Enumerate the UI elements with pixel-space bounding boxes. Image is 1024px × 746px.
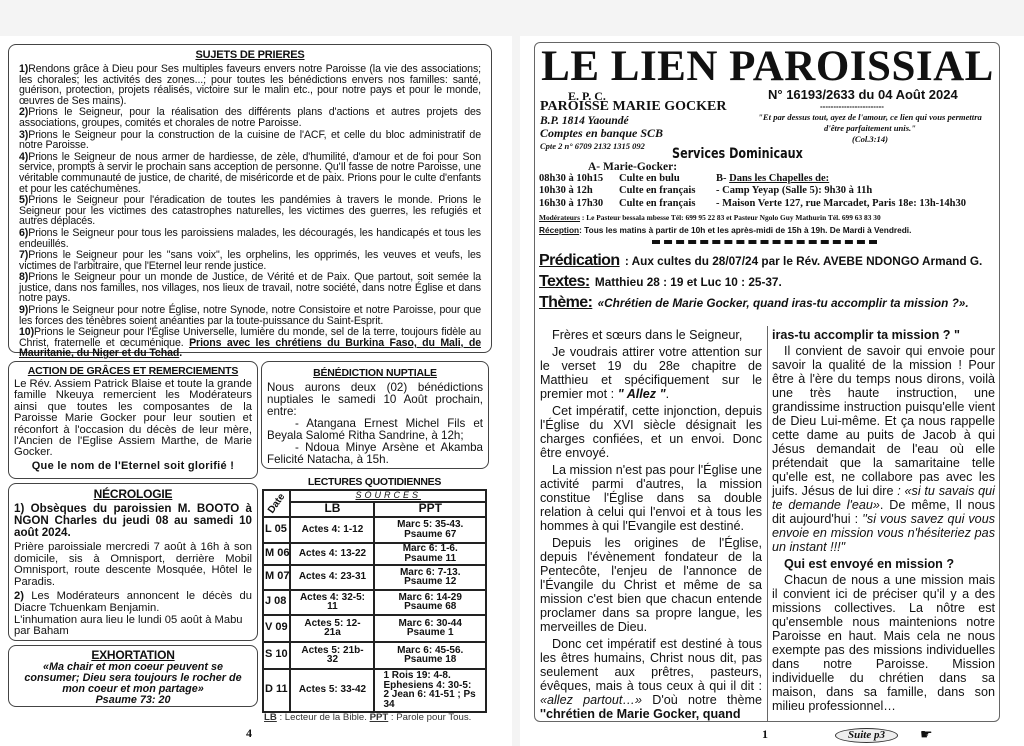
thanksgiving-box — [8, 361, 258, 479]
reading-row — [263, 543, 486, 565]
reading-row — [263, 517, 486, 543]
sermon-p5-mid: D'où notre thème — [641, 693, 762, 707]
reading-date: J 08 — [263, 590, 290, 615]
continued-text: Suite p3 — [848, 729, 885, 741]
sermon-col2-p1-text: Il convient de savoir qui envoie pour savoir la qualité de la mission ! Pour être à l'ère du temps nous dirons, voilà une très haute instruction, une grandissime instruction puisqu'elle vient de Dieu Lui-même. Et ça nous rappelle cette dame au puits de Jacob à qui Jésus demandait de l'eau où elle prétendait que la samaritaine telle qu'elle est, ne collabore pas avec les juifs. Jésus de lui dire — [772, 344, 995, 498]
service-time: 16h30 à 17h30 — [539, 197, 604, 209]
prayer-number: 9) — [19, 304, 29, 317]
service-a-row — [539, 198, 695, 210]
moderators-text: : Le Pasteur bessala mbesse Tél: 699 95 22 83 et Pasteur Ngolo Guy Mathurin Tél. 699 63 83 30 — [580, 213, 881, 222]
prayer-item — [19, 130, 481, 151]
epigraph: "Et par dessus tout, ayez de l'amour, ce lien qui vous permettra d'être parfaitement unis." — [758, 112, 982, 133]
prayer-number: 7) — [19, 249, 29, 262]
predication-text: : Aux cultes du 28/07/24 par le Rév. AVEBE NDONGO Armand G. — [621, 254, 983, 268]
exhortation-quote: «Ma chair et mon coeur peuvent se consumer; Dieu sera toujours le rocher de mon coeur et mon partage» — [24, 661, 242, 695]
legend-lb: LB — [264, 712, 277, 723]
column-divider — [767, 326, 768, 722]
reading-row — [263, 669, 486, 712]
epigraph-block — [750, 112, 990, 145]
prayer-text: Prions le Seigneur, pour la réalisation des différents plans d'actions et autres projets des associations, groupes, comités et chorales de notre Paroisse. — [19, 106, 481, 129]
parish-name: PAROISSE MARIE GOCKER — [540, 99, 727, 114]
obituary-item-2-burial: L'inhumation aura lieu le lundi 05 août à Mabu par Baham — [14, 613, 243, 638]
continued-link[interactable] — [835, 728, 898, 743]
sermon-p3: La mission n'est pas pour l'Église une activité parmi d'autres, la mission constitue l'Église dans sa double relation à celui qui l'envoi et à tous les hommes à qui l'Evangile est destiné. — [540, 463, 762, 533]
reading-lb: Actes 5: 12-21a — [290, 615, 374, 642]
services-title — [672, 145, 836, 163]
sermon-p5-text: Donc cet impératif est destiné à tous les êtres humains, Christ nous dit, pas seulement aux prêtres, pasteurs, évêques, mais à tous ceux à qui il dit : — [540, 637, 762, 693]
epc: E. P. C. — [568, 89, 606, 103]
sermon-col2-p1-mid: . De même, Il nous dit aujourd'hui : — [772, 498, 995, 526]
reading-date: L 05 — [263, 517, 290, 543]
issue-dashes: ------------------------ — [820, 102, 884, 111]
texts-line — [539, 273, 995, 291]
prayer-item — [19, 272, 481, 304]
issue-number: N° 16193/2633 du 04 Août 2024 — [768, 87, 958, 102]
prayer-item — [19, 152, 481, 194]
wedding-box — [261, 361, 489, 469]
wedding-intro: Nous aurons deux (02) bénédictions nuptiales le samedi 10 Août prochain, entre: — [267, 381, 483, 418]
prayer-item — [19, 107, 481, 128]
reading-lb: Actes 4: 1-12 — [290, 517, 374, 543]
prayer-item — [19, 64, 481, 106]
service-label: Culte en français — [619, 197, 696, 209]
thanksgiving-text: Le Rév. Assiem Patrick Blaise et toute la grande famille Nkeuya remercient les Modérateurs ainsi que toutes les composantes de la Paroisse Marie Gocker pour leur soutien et réconfort à l'occasion du décès de leur mère, l'Ancien de l'Eglise Assiem Marthe, de Marie Gocker. — [14, 378, 252, 459]
prayer-text: Prions le Seigneur pour la construction de la cuisine de l'ACF, et celle du bloc administratif de notre Paroisse. — [19, 128, 481, 152]
readings-legend — [264, 712, 471, 723]
service-a-rows — [539, 173, 695, 210]
sermon-p4: Depuis les origines de l'Église, depuis l'évènement fondateur de la Pentecôte, l'enjeu de l'annonce de l'Évangile du Christ et même de sa mission c'est bien que chacun entende proclamer dans sa propre langue, les merveilles de Dieu. — [540, 536, 762, 634]
prayer-number: 6) — [19, 226, 29, 239]
prayer-text: Prions le Seigneur pour l'éradication de toutes les pandémies à travers le monde. Prions le Seigneur pour les victimes des catastrophes naturelles, les victimes des guerres, les refugiés et autres déplacés. — [19, 194, 481, 228]
prayer-number: 1) — [19, 63, 29, 75]
prayer-number: 5) — [19, 194, 29, 207]
sermon-col2-p1 — [772, 344, 995, 554]
prayer-item — [19, 305, 481, 326]
sermon-column-2 — [772, 328, 995, 716]
legend-ppt: PPT — [369, 712, 389, 723]
prayer-item — [19, 327, 481, 359]
sermon-col2-p2: Chacun de nous a une mission mais il convient ici de préciser qu'il y a des missions collectives. La nôtre est qu'ensemble nous maintenions notre Paroisse en haut. Mais cela ne nous exempte pas des missions individuelles dans notre Paroisse. Mission individuelle du chrétien dans sa maison, dans sa famille, dans son milieu professionnel… — [772, 573, 995, 713]
obituary-item-2-text: Les Modérateurs annoncent le décès du Diacre Tchuenkam Benjamin. — [14, 590, 252, 614]
reading-date: M 07 — [263, 565, 290, 590]
account-number: Cpte 2 n° 6709 2132 1315 092 — [540, 141, 645, 151]
wedding-couple-1: - Atangana Ernest Michel Fils et Beyala Salomé Ritha Sandrine, à 12h; — [267, 417, 483, 442]
reading-row — [263, 590, 486, 615]
dashed-separator — [652, 240, 877, 244]
texts-label: Textes: — [539, 273, 590, 290]
readings-ppt-header: PPT — [374, 502, 486, 517]
readings-title: LECTURES QUOTIDIENNES — [307, 476, 442, 488]
prayer-number: 4) — [19, 150, 29, 163]
sermon-p1-end: . — [665, 387, 670, 401]
chapel-maison-verte: - Maison Verte 127, rue Marcadet, Paris 18e: 13h-14h30 — [716, 197, 967, 209]
sermon-greeting: Frères et sœurs dans le Seigneur, — [552, 328, 743, 342]
exhortation-ref: Psaume 73: 20 — [95, 694, 171, 706]
reading-lb: Actes 4: 32-5: 11 — [290, 590, 374, 615]
sermon-theme-cont: iras-tu accomplir ta mission ? " — [772, 328, 960, 342]
prayer-number: 8) — [19, 271, 29, 284]
exhortation-box — [8, 645, 258, 707]
prayer-text: Prions le Seigneur pour notre Église, notre Synode, notre Consistoire et notre Paroisse, pour que les forces des ténèbres soient anéanties par la toute-puissance du Saint-Esprit. — [19, 304, 481, 327]
predication-line — [539, 252, 995, 270]
prayer-number: 3) — [19, 128, 29, 141]
prayer-item — [19, 195, 481, 227]
masthead: LE LIEN PAROISSIAL — [541, 43, 994, 90]
bank-accounts: Comptes en banque SCB — [540, 126, 664, 140]
wedding-title: BÉNÉDICTION NUPTIALE — [313, 367, 437, 379]
thanksgiving-title: ACTION DE GRÂCES ET REMERCIEMENTS — [27, 365, 239, 377]
prayer-highlight: Prions avec les chrétiens du Burkina Faso, du Mali, de Mauritanie, du Niger et du Tchad — [19, 336, 482, 360]
epigraph-ref: (Col.3:14) — [851, 134, 889, 144]
pointing-hand-icon: ☛ — [920, 726, 933, 742]
obituary-box — [8, 483, 258, 641]
exhortation-title: EXHORTATION — [91, 648, 175, 662]
theme-text: «Chrétien de Marie Gocker, quand iras-tu accomplir ta mission ?». — [594, 296, 969, 310]
readings-lb-header: LB — [290, 502, 374, 517]
prayer-number: 10) — [19, 326, 35, 339]
prayer-text: Rendons grâce à Dieu pour Ses multiples faveurs envers notre Paroisse (la vie des associations; les chorales; les activités des zones...; pour toutes les bénédictions envers nos familles: santé, guérison, protection, projets réalisés, victoire sur le malin etc., pour notre pays et pour le monde, œuvres de Ses mains). — [19, 63, 481, 107]
right-page-number: 1 — [762, 727, 768, 741]
wedding-couple-2: - Ndoua Minye Arsène et Akamba Felicité Natacha, à 15h. — [267, 441, 483, 466]
reading-ppt: Marc 6: 7-13. Psaume 12 — [374, 565, 486, 590]
sermon-p1-text: Je voudrais attirer votre attention sur le verset 19 du 28e chapitre de Matthieu et spécifiquement sur le premier mot : — [540, 345, 762, 401]
legend-lb-text: : Lecteur de la Bible. — [276, 712, 370, 723]
service-b-title: Dans les Chapelles de: — [729, 173, 830, 184]
reception — [539, 225, 911, 235]
readings-table — [262, 489, 487, 711]
prayer-end: . — [179, 347, 183, 360]
sermon-p1 — [540, 345, 762, 401]
reading-ppt: Marc 5: 35-43. Psaume 67 — [374, 517, 486, 543]
reading-lb: Actes 5: 33-42 — [290, 669, 374, 712]
theme-label: Thème: — [539, 294, 593, 311]
sermon-quote-1: : «si tu savais qui te demande l'eau» — [772, 484, 995, 512]
prayer-number: 2) — [19, 106, 29, 119]
prayer-text: Prions le Seigneur pour l'Église Universelle, lumière du monde, sel de la terre, toujours fidèle au Christ, fraternelle et œcuménique. — [19, 326, 481, 349]
readings-date-header: Date — [265, 491, 288, 516]
thanksgiving-closing: Que le nom de l'Eternel soit glorifié ! — [31, 459, 235, 472]
service-a-row — [539, 173, 695, 185]
moderators — [539, 213, 881, 222]
theme-line — [539, 294, 995, 312]
service-label: Culte en français — [619, 185, 696, 197]
reading-lb: Actes 4: 13-22 — [290, 543, 374, 565]
sermon-theme-start: ''chrétien de Marie Gocker, quand — [540, 707, 741, 721]
reading-date: D 11 — [263, 669, 290, 712]
obituary-item-1-text: Prière paroissiale mercredi 7 août à 16h à son domicile, sis à Omnisport, derrière Mobil Omnisport, route descente Mosquée, Hôtel le Paradis. — [14, 541, 252, 588]
prayer-item — [19, 228, 481, 249]
sermon-column-1 — [540, 328, 762, 724]
sermon-allez-partout: «allez partout…» — [540, 693, 642, 707]
sermon-p5 — [540, 637, 762, 721]
reception-text: : Tous les matins à partir de 10h et les après-midi de 15h à 19h. De Mardi à Vendredi. — [579, 225, 912, 235]
service-a-row — [539, 185, 695, 197]
sermon-subtitle: Qui est envoyé en mission ? — [784, 557, 955, 571]
reading-ppt: Marc 6: 45-56. Psaume 18 — [374, 642, 486, 669]
left-page-number: 4 — [246, 726, 252, 740]
reading-ppt: 1 Rois 19: 4-8. Ephesiens 4: 30-5: 2 Jean 6: 41-51 ; Ps 34 — [374, 669, 486, 712]
prayer-topics-title: SUJETS DE PRIERES — [195, 49, 305, 61]
prayer-text: Prions le Seigneur pour tous les paroissiens malades, les découragés, les handicapés et tous les endeuillés. — [19, 226, 481, 250]
prayer-text: Prions le Seigneur de nous armer de hardiesse, de zèle, d'humilité, d'amour et de foi pour Son service, prompts à servir le prochain sans acception de personne. Qu'Il fasse de notre Paroisse, une véritable communauté de justice, de charité, de miséricorde et de paix. Prions pour le culte d'enfants et pour les catéchumènes. — [19, 150, 481, 195]
reading-row — [263, 615, 486, 642]
obituary-title: NÉCROLOGIE — [93, 487, 173, 501]
reading-lb: Actes 5: 21b-32 — [290, 642, 374, 669]
reading-ppt: Marc 6: 30-44 Psaume 1 — [374, 615, 486, 642]
prayer-text: Prions le Seigneur pour les "sans voix", les orphelins, les opprimés, les veuves et veufs, les victimes de l'arbitraire, que l'Eternel leur rende justice. — [19, 249, 481, 272]
services-title-text: Services Dominicaux — [672, 146, 803, 162]
service-label: Culte en bulu — [619, 173, 680, 184]
obituary-item-2-num: 2) — [14, 590, 24, 603]
prayer-text: Prions le Seigneur pour un monde de Justice, de Vérité et de Paix. Que partout, soit semée la justice, dans nos familles, nos villages, nos lieux de travail, notre société, dans notre Église et dans notre pays. — [19, 271, 481, 305]
texts-text: Matthieu 28 : 19 et Luc 10 : 25-37. — [591, 275, 782, 289]
reading-ppt: Marc 6: 14-29 Psaume 68 — [374, 590, 486, 615]
chapel-camp-yeyap: - Camp Yeyap (Salle 5): 9h30 à 11h — [716, 185, 873, 197]
prayer-topics-box — [8, 44, 492, 360]
obituary-item-2 — [14, 591, 252, 614]
reading-ppt: Marc 6: 1-6. Psaume 11 — [374, 543, 486, 565]
obituary-item-1-title: 1) Obsèques du paroissien M. BOOTO à NGON Charles du jeudi 08 au samedi 10 août 2024. — [14, 502, 252, 539]
predication-label: Prédication — [539, 252, 620, 269]
moderators-label: Modérateurs — [539, 213, 581, 222]
sermon-quote-2: ''si vous savez qui vous envoie en mission vous n'hésiteriez pas un instant !!!" — [772, 512, 995, 554]
reading-date: M 06 — [263, 543, 290, 565]
reading-lb: Actes 4: 23-31 — [290, 565, 374, 590]
sermon-p2: Cet impératif, cette injonction, depuis l'Église du XVI siècle désignait les charges confiées, et un envoi. Donc être envoyé. — [540, 404, 762, 460]
reading-date: V 09 — [263, 615, 290, 642]
service-b — [716, 173, 966, 210]
service-time: 10h30 à 12h — [539, 185, 593, 197]
service-a-title: A- Marie-Gocker: — [588, 161, 678, 173]
postal-box: B.P. 1814 Yaoundé — [540, 115, 629, 127]
readings-sources-header: SOURCES — [290, 490, 486, 502]
reception-label: Réception — [539, 225, 580, 235]
reading-row — [263, 565, 486, 590]
reading-row — [263, 642, 486, 669]
sermon-allez: " Allez " — [617, 387, 666, 401]
service-b-prefix: B- — [716, 173, 730, 184]
prayer-item — [19, 250, 481, 271]
legend-ppt-text: : Parole pour Tous. — [388, 712, 472, 723]
reading-date: S 10 — [263, 642, 290, 669]
service-time: 08h30 à 10h15 — [539, 173, 604, 184]
